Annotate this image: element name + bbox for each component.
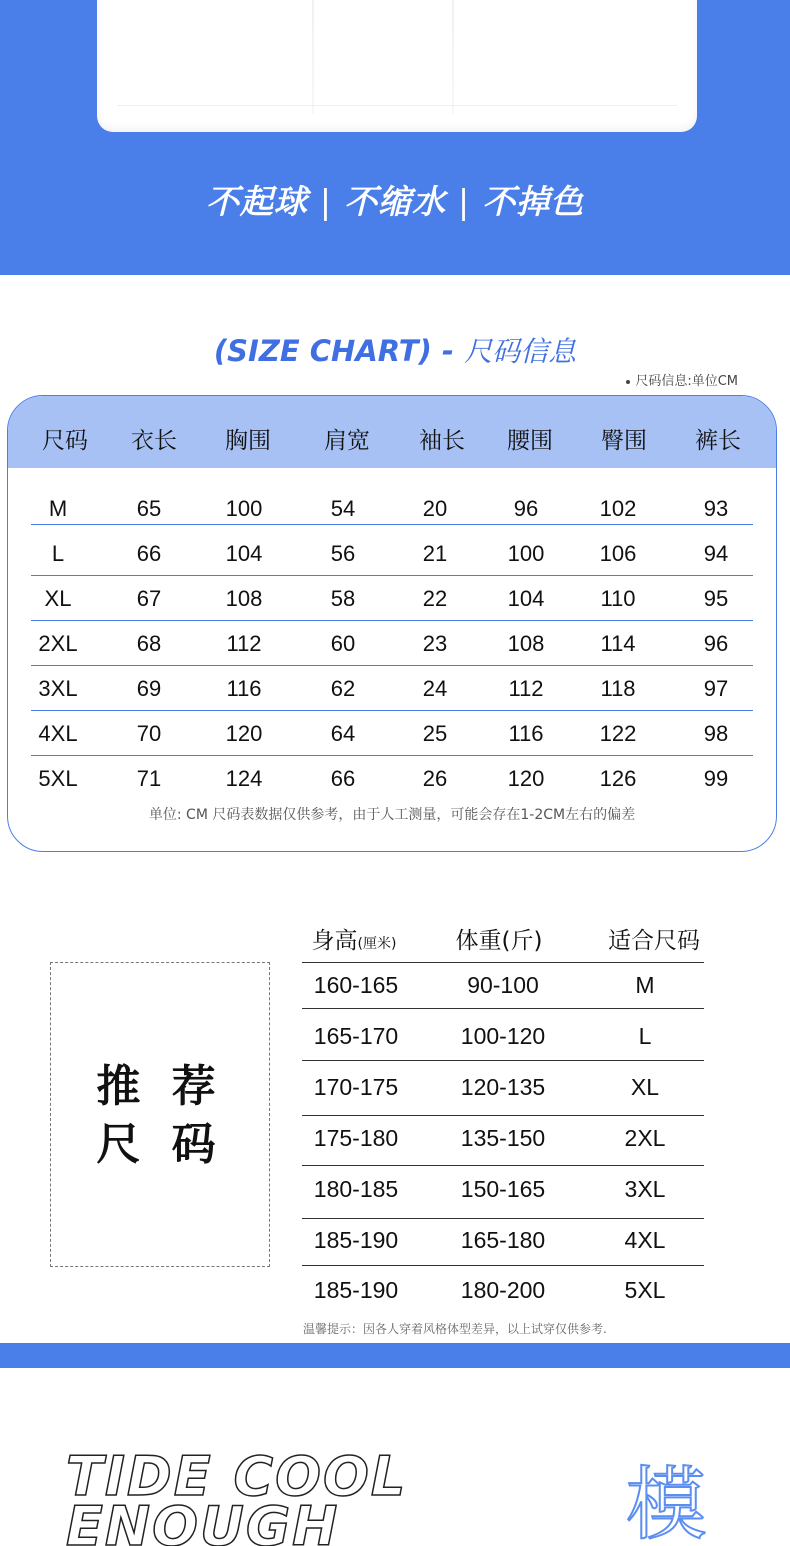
cell-hip: 126	[599, 766, 637, 791]
size-chart-title-cn: 尺码信息	[464, 335, 577, 368]
row-divider	[31, 620, 753, 621]
cell-fit-size: 4XL	[624, 1227, 666, 1253]
header-pants: 裤长	[695, 428, 741, 454]
table-row	[8, 488, 776, 533]
garment-hem	[117, 105, 677, 106]
garment-fold	[452, 0, 454, 114]
cell-sleeve: 25	[422, 721, 448, 746]
slogan-separator: |	[319, 182, 332, 221]
table-row	[302, 1013, 704, 1064]
cell-hip: 118	[600, 676, 636, 701]
row-divider	[31, 524, 753, 525]
cell-length: 66	[136, 541, 162, 566]
cell-waist: 104	[507, 586, 545, 611]
cell-chest: 100	[225, 496, 263, 521]
cell-waist: 96	[513, 496, 539, 521]
header-height-label: 身高	[311, 928, 358, 954]
row-divider	[302, 1008, 704, 1009]
slogan-no-pilling: 不起球	[205, 182, 308, 221]
cell-shoulder: 54	[330, 496, 356, 521]
cell-length: 68	[136, 631, 162, 656]
cell-length: 70	[136, 721, 162, 746]
table-row	[8, 533, 776, 578]
header-weight	[456, 922, 543, 955]
table-row	[8, 668, 776, 713]
cell-weight: 90-100	[467, 972, 539, 998]
header-chest: 胸围	[225, 428, 271, 454]
header-size: 尺码	[42, 428, 88, 454]
header-weight-label: 体重	[455, 928, 502, 954]
size-table	[7, 395, 777, 852]
cell-size: XL	[44, 586, 72, 611]
cell-sleeve: 26	[422, 766, 448, 791]
cell-waist: 120	[507, 766, 545, 791]
recommend-label-line2: 尺 码	[96, 1119, 224, 1170]
size-chart-title-en: (SIZE CHART) -	[213, 334, 465, 368]
cell-pants: 99	[703, 766, 729, 791]
cell-size: 5XL	[38, 766, 78, 791]
cell-weight: 150-165	[460, 1176, 546, 1202]
cell-shoulder: 60	[330, 631, 356, 656]
row-divider	[31, 755, 753, 756]
cell-chest: 124	[225, 766, 263, 791]
cell-shoulder: 66	[330, 766, 356, 791]
recommend-label-box	[50, 962, 270, 1267]
cell-hip: 114	[600, 631, 636, 656]
header-shoulder: 肩宽	[324, 428, 370, 454]
table-row	[302, 1217, 704, 1268]
cell-pants: 97	[703, 676, 729, 701]
cell-height: 185-190	[313, 1227, 399, 1253]
cell-waist: 112	[508, 676, 544, 701]
cell-chest: 108	[225, 586, 263, 611]
cell-sleeve: 20	[422, 496, 448, 521]
size-table-header	[8, 396, 776, 468]
header-sleeve: 袖长	[419, 428, 465, 454]
table-row	[302, 962, 704, 1013]
cell-fit-size: XL	[630, 1074, 660, 1100]
tide-line-1: TIDE COOL	[66, 1445, 408, 1508]
cell-size: 2XL	[38, 631, 78, 656]
size-table-footnote: 单位: CM 尺码表数据仅供参考，由于人工测量，可能会存在1-2CM左右的偏差	[148, 807, 636, 823]
cell-hip: 110	[600, 586, 636, 611]
row-divider	[31, 575, 753, 576]
recommend-table-header	[302, 912, 704, 962]
header-height	[312, 922, 397, 955]
cell-length: 71	[136, 766, 162, 791]
tide-line-2: ENOUGH	[66, 1495, 340, 1546]
cell-weight: 165-180	[460, 1227, 546, 1253]
cell-pants: 95	[703, 586, 729, 611]
cell-weight: 135-150	[460, 1125, 546, 1151]
cell-pants: 94	[703, 541, 729, 566]
cell-chest: 104	[225, 541, 263, 566]
cell-sleeve: 23	[422, 631, 448, 656]
cell-height: 185-190	[313, 1277, 399, 1303]
cell-chest: 112	[226, 631, 262, 656]
table-row	[302, 1115, 704, 1166]
header-weight-unit: (斤)	[501, 928, 543, 954]
row-divider	[31, 710, 753, 711]
cell-waist: 116	[508, 721, 544, 746]
unit-note	[626, 370, 738, 389]
cell-hip: 102	[599, 496, 637, 521]
cell-length: 65	[136, 496, 162, 521]
cell-height: 165-170	[313, 1023, 399, 1049]
cell-height: 160-165	[313, 972, 399, 998]
cell-pants: 98	[703, 721, 729, 746]
garment-fold	[312, 0, 314, 114]
fit-tip-note: 温馨提示：因各人穿着风格体型差异，以上试穿仅供参考.	[303, 1322, 607, 1336]
cell-size: 4XL	[38, 721, 78, 746]
cell-sleeve: 21	[422, 541, 448, 566]
header-fit-size: 适合尺码	[608, 928, 700, 954]
size-chart-title	[0, 330, 790, 370]
cell-chest: 120	[225, 721, 263, 746]
cell-height: 180-185	[313, 1176, 399, 1202]
unit-note-text: 尺码信息:单位CM	[635, 374, 738, 389]
cell-pants: 96	[703, 631, 729, 656]
table-row	[302, 1166, 704, 1217]
header-height-unit: (厘米)	[357, 936, 397, 952]
cell-shoulder: 56	[330, 541, 356, 566]
recommend-label	[51, 1058, 269, 1174]
cell-size: 3XL	[38, 676, 78, 701]
recommend-table	[302, 912, 704, 1312]
cell-sleeve: 24	[422, 676, 448, 701]
model-section-char: 模	[626, 1458, 706, 1546]
cell-height: 175-180	[313, 1125, 399, 1151]
cell-hip: 106	[599, 541, 637, 566]
cell-shoulder: 62	[330, 676, 356, 701]
product-image	[97, 0, 697, 132]
cell-waist: 100	[507, 541, 545, 566]
cell-shoulder: 64	[330, 721, 356, 746]
table-row	[8, 713, 776, 758]
table-row	[302, 1064, 704, 1115]
slogan-separator: |	[458, 182, 471, 221]
slogan-no-shrink: 不缩水	[344, 182, 446, 221]
header-waist: 腰围	[507, 428, 553, 454]
cell-height: 170-175	[313, 1074, 399, 1100]
cell-hip: 122	[599, 721, 637, 746]
cell-length: 69	[136, 676, 162, 701]
cell-pants: 93	[703, 496, 729, 521]
table-row	[8, 578, 776, 623]
cell-shoulder: 58	[330, 586, 356, 611]
cell-sleeve: 22	[422, 586, 448, 611]
table-row	[302, 1267, 704, 1318]
cell-size: M	[48, 496, 68, 521]
section-divider-band	[0, 1343, 790, 1368]
row-divider	[31, 665, 753, 666]
row-divider	[302, 1060, 704, 1061]
cell-size: L	[51, 541, 65, 566]
cell-fit-size: 5XL	[624, 1277, 666, 1303]
cell-fit-size: M	[635, 972, 655, 998]
cell-length: 67	[136, 586, 162, 611]
table-row	[8, 758, 776, 803]
header-length: 衣长	[131, 428, 177, 454]
tide-cool-wordmark	[66, 1445, 408, 1546]
cell-waist: 108	[507, 631, 545, 656]
recommend-label-line1: 推 荐	[96, 1061, 224, 1112]
top-banner	[0, 0, 790, 275]
cell-fit-size: L	[638, 1023, 652, 1049]
header-hip: 臀围	[601, 428, 647, 454]
row-divider	[302, 1265, 704, 1266]
cell-weight: 100-120	[460, 1023, 546, 1049]
bullet-icon	[626, 380, 630, 384]
feature-slogan	[0, 176, 790, 223]
slogan-no-fade: 不掉色	[482, 182, 585, 221]
cell-fit-size: 2XL	[624, 1125, 666, 1151]
cell-chest: 116	[226, 676, 262, 701]
table-row	[8, 623, 776, 668]
cell-weight: 120-135	[460, 1074, 546, 1100]
cell-weight: 180-200	[460, 1277, 546, 1303]
cell-fit-size: 3XL	[624, 1176, 666, 1202]
